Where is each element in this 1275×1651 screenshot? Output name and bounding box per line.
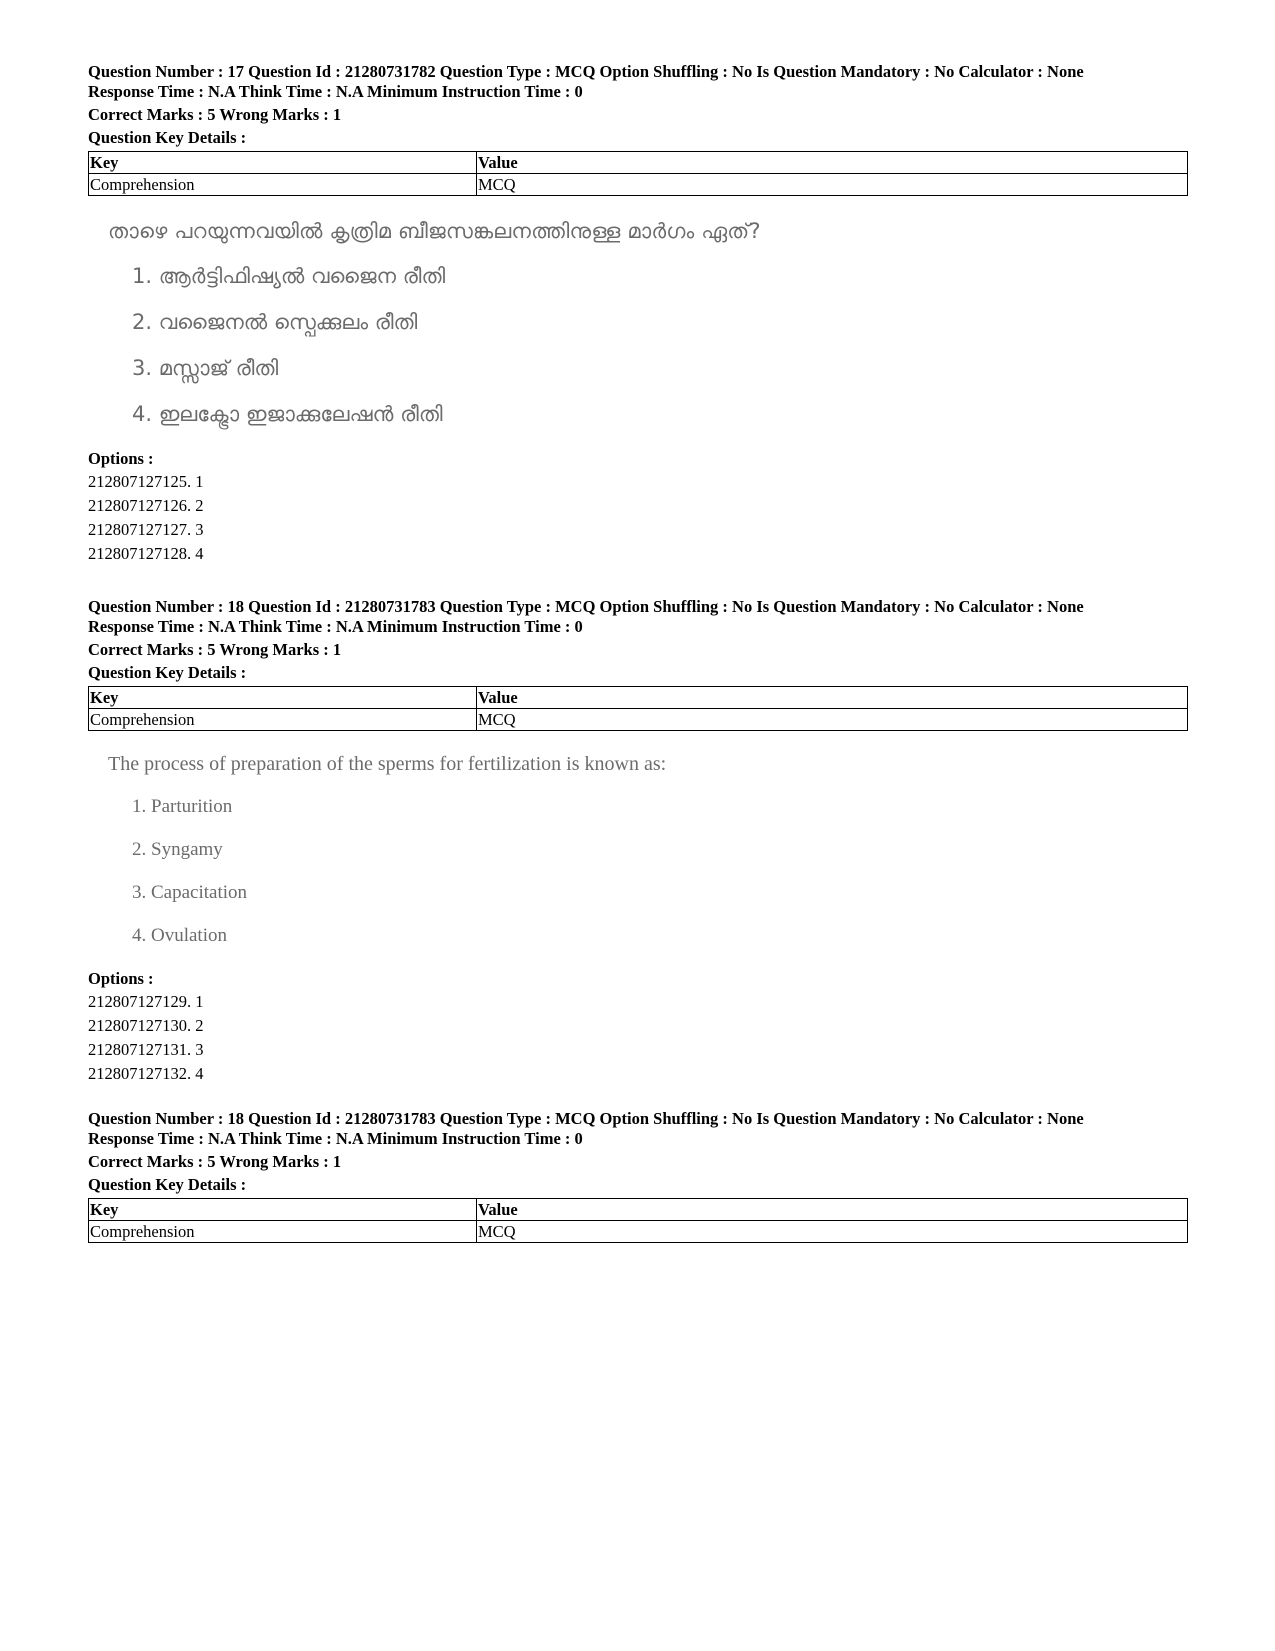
question-content-image [108,751,1188,948]
table-header-value: Value [477,152,1188,174]
answer-choice-4: 4. ഇലക്ട്രോ ഇജാക്കുലേഷൻ രീതി [132,402,443,426]
question-timing-line: Response Time : N.A Think Time : N.A Minimum Instruction Time : 0 [88,617,583,636]
question-marks-line: Correct Marks : 5 Wrong Marks : 1 [88,105,342,124]
table-cell-key: Comprehension [89,174,477,196]
question-stem: താഴെ പറയുന്നവയിൽ കൃത്രിമ ബീജസങ്കലനത്തിനുള്ള മാർഗം ഏത്? [108,219,761,243]
table-header-row [89,152,1188,174]
answer-choice-1: 1. ആർട്ടിഫിഷ്യൽ വജൈന രീതി [132,264,446,288]
table-header-value: Value [477,687,1188,709]
question-key-table [88,686,1188,731]
answer-choice-2: 2. Syngamy [132,839,223,860]
table-header-key: Key [89,687,477,709]
question-content-image [108,218,1188,426]
question-marks-line: Correct Marks : 5 Wrong Marks : 1 [88,1152,342,1171]
question-meta-line: Question Number : 18 Question Id : 21280731783 Question Type : MCQ Option Shuffling : No Is Question Mandatory : No Calculator : None [88,1109,1084,1128]
question-marks-line: Correct Marks : 5 Wrong Marks : 1 [88,640,342,659]
table-cell-key: Comprehension [89,709,477,731]
table-cell-value: MCQ [477,1221,1188,1243]
option-line-2: 212807127126. 2 [88,496,204,515]
option-line-3: 212807127127. 3 [88,520,204,539]
option-line-2: 212807127130. 2 [88,1016,204,1035]
question-key-details-label: Question Key Details : [88,128,247,147]
options-label: Options : [88,449,154,468]
table-header-key: Key [89,152,477,174]
table-header-row [89,1199,1188,1221]
question-stem: The process of preparation of the sperms for fertilization is known as: [108,753,667,775]
question-key-table [88,1198,1188,1243]
question-key-details-label: Question Key Details : [88,1175,247,1194]
options-label: Options : [88,969,154,988]
question-key-details-label: Question Key Details : [88,663,247,682]
option-line-1: 212807127125. 1 [88,472,204,491]
table-header-row [89,687,1188,709]
table-cell-value: MCQ [477,174,1188,196]
question-timing-line: Response Time : N.A Think Time : N.A Minimum Instruction Time : 0 [88,82,583,101]
table-row [89,1221,1188,1243]
question-timing-line: Response Time : N.A Think Time : N.A Minimum Instruction Time : 0 [88,1129,583,1148]
option-line-3: 212807127131. 3 [88,1040,204,1059]
answer-choice-2: 2. വജൈനൽ സ്പെക്കുലം രീതി [132,310,418,334]
option-line-4: 212807127132. 4 [88,1064,204,1083]
question-key-table [88,151,1188,196]
table-header-key: Key [89,1199,477,1221]
question-meta-line: Question Number : 17 Question Id : 21280731782 Question Type : MCQ Option Shuffling : No Is Question Mandatory : No Calculator : None [88,62,1084,81]
answer-choice-3: 3. മസ്സാജ് രീതി [132,356,279,380]
question-block-18-repeat [88,1109,1188,1243]
table-row [89,174,1188,196]
option-line-4: 212807127128. 4 [88,544,204,563]
question-block-18 [88,597,1188,1086]
question-block-17 [88,62,1188,566]
question-meta-line: Question Number : 18 Question Id : 21280731783 Question Type : MCQ Option Shuffling : No Is Question Mandatory : No Calculator : None [88,597,1084,616]
table-header-value: Value [477,1199,1188,1221]
option-line-1: 212807127129. 1 [88,992,204,1011]
answer-choice-1: 1. Parturition [132,796,233,817]
table-row [89,709,1188,731]
answer-choice-3: 3. Capacitation [132,882,248,903]
table-cell-value: MCQ [477,709,1188,731]
table-cell-key: Comprehension [89,1221,477,1243]
answer-choice-4: 4. Ovulation [132,925,227,946]
